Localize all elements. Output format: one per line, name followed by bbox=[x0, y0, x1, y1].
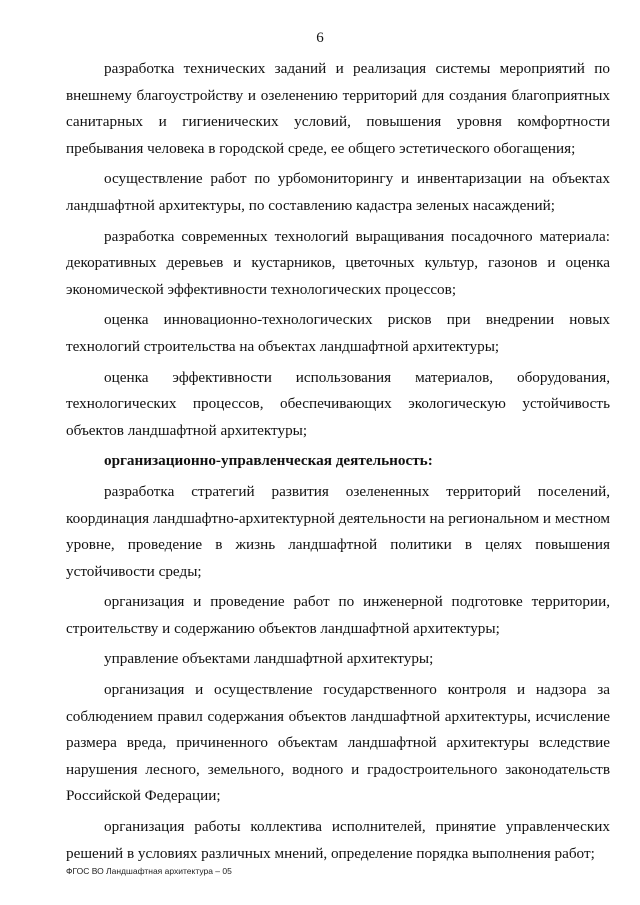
paragraph: разработка стратегий развития озелененных территорий поселений, координация ландшафтно-архитектурной деятельности на региональном и местном уровне, проведение в жизнь ландшафтной политики в целях повышения устойчивости среды; bbox=[66, 482, 610, 580]
page-number: 6 bbox=[316, 30, 324, 46]
paragraph: оценка эффективности использования материалов, оборудования, технологических процессов, обеспечивающих экологическую устойчивость объектов ландшафтной архитектуры; bbox=[66, 368, 610, 439]
paragraph: управление объектами ландшафтной архитектуры; bbox=[104, 650, 434, 668]
paragraph: разработка технических заданий и реализация системы мероприятий по внешнему благоустройству и озеленению территорий для создания благоприятных санитарных и гигиенических условий, повышения уровня комфортности пребывания человека в городской среде, ее общего эстетического обогащения; bbox=[66, 60, 610, 157]
paragraph: разработка современных технологий выращивания посадочного материала: декоративных деревьев и кустарников, цветочных культур, газонов и оценка экономической эффективности технологических процессов; bbox=[66, 227, 610, 298]
paragraph: организация и осуществление государственного контроля и надзора за соблюдением правил содержания объектов ландшафтной архитектуры, исчисление размера вреда, причиненного объектам ландшафтной архитектуры вследствие нарушения лесного, земельного, водного и градостроительного законодательств Российской Федерации; bbox=[66, 681, 610, 805]
page-footer: ФГОС ВО Ландшафтная архитектура – 05 bbox=[66, 866, 232, 876]
paragraph: организация работы коллектива исполнителей, принятие управленческих решений в условиях различных мнений, определение порядка выполнения работ; bbox=[66, 818, 610, 862]
document-body bbox=[66, 56, 610, 871]
paragraph: организация и проведение работ по инженерной подготовке территории, строительству и содержанию объектов ландшафтной архитектуры; bbox=[66, 593, 610, 637]
paragraph: оценка инновационно-технологических рисков при внедрении новых технологий строительства на объектах ландшафтной архитектуры; bbox=[66, 311, 610, 355]
section-heading: организационно-управленческая деятельность: bbox=[104, 452, 433, 470]
paragraph: осуществление работ по урбомониторингу и инвентаризации на объектах ландшафтной архитектуры, по составлению кадастра зеленых насаждений; bbox=[66, 170, 610, 214]
